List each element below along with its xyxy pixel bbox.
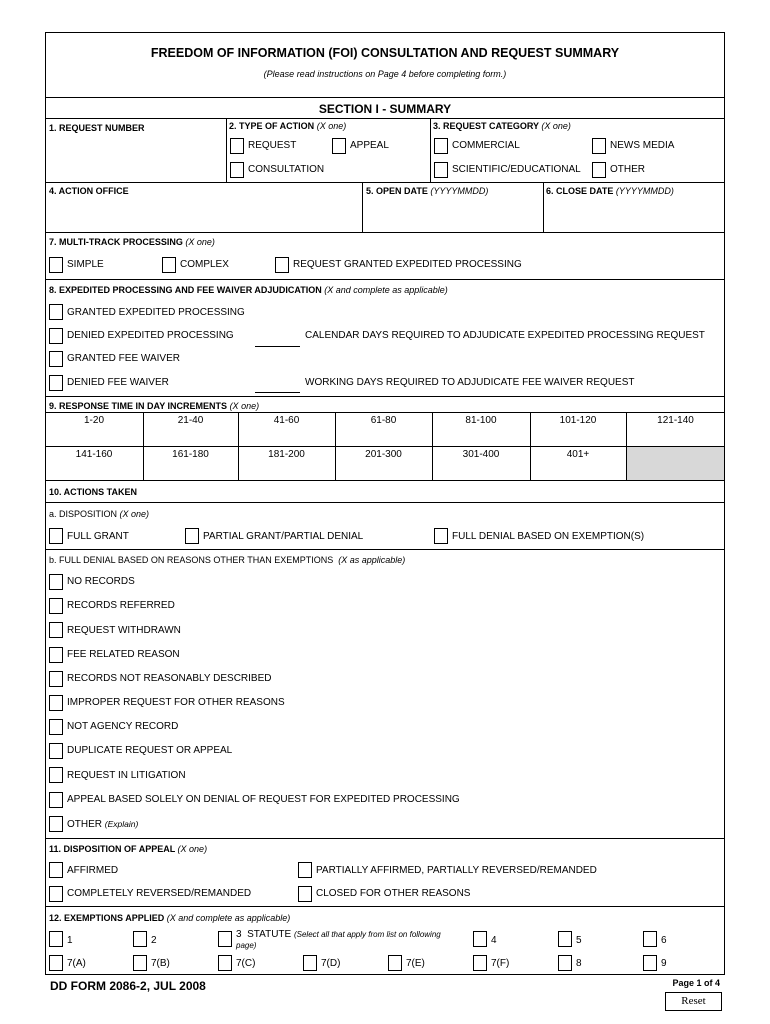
news-media-checkbox[interactable] bbox=[592, 138, 606, 154]
exemption-7c-label: 7(C) bbox=[236, 958, 256, 969]
response-cell[interactable]: 141-160 bbox=[75, 449, 113, 460]
simple-checkbox[interactable] bbox=[49, 257, 63, 273]
exemption-6-label: 6 bbox=[661, 935, 667, 946]
closed-other-checkbox[interactable] bbox=[298, 886, 312, 902]
records-referred-checkbox[interactable] bbox=[49, 598, 63, 614]
complex-option-label: COMPLEX bbox=[180, 259, 229, 270]
open-date-field[interactable] bbox=[364, 199, 541, 230]
full-grant-checkbox[interactable] bbox=[49, 528, 63, 544]
granted-fee-waiver-checkbox[interactable] bbox=[49, 351, 63, 367]
not-agency-record-checkbox[interactable] bbox=[49, 719, 63, 735]
appeal-expedited-denial-checkbox[interactable] bbox=[49, 792, 63, 808]
exemption-5-label: 5 bbox=[576, 935, 582, 946]
denied-expedited-checkbox[interactable] bbox=[49, 328, 63, 344]
exemption-7a-checkbox[interactable] bbox=[49, 955, 63, 971]
scientific-educational-option-label: SCIENTIFIC/EDUCATIONAL bbox=[452, 164, 581, 175]
exemption-3-statute-label: 3 STATUTE (Select all that apply from list on following bbox=[236, 929, 441, 940]
response-cell[interactable]: 1-20 bbox=[83, 415, 104, 426]
expedited-granted-option-label: REQUEST GRANTED EXPEDITED PROCESSING bbox=[293, 259, 522, 270]
exemption-9-checkbox[interactable] bbox=[643, 955, 657, 971]
expedited-granted-checkbox[interactable] bbox=[275, 257, 289, 273]
exemption-7d-label: 7(D) bbox=[321, 958, 341, 969]
exemption-9-label: 9 bbox=[661, 958, 667, 969]
fee-related-checkbox[interactable] bbox=[49, 647, 63, 663]
exemption-7e-label: 7(E) bbox=[406, 958, 425, 969]
other-reason-option-label: OTHER (Explain) bbox=[67, 819, 139, 830]
statute-hint-continued: page) bbox=[236, 941, 257, 950]
divider bbox=[45, 232, 725, 233]
response-cell[interactable]: 21-40 bbox=[177, 415, 204, 426]
exemption-7e-checkbox[interactable] bbox=[388, 955, 402, 971]
empty-shaded-cell bbox=[627, 447, 724, 480]
appeal-checkbox[interactable] bbox=[332, 138, 346, 154]
type-of-action-label: 2. TYPE OF ACTION (X one) bbox=[229, 121, 347, 131]
request-number-label: 1. REQUEST NUMBER bbox=[49, 123, 145, 133]
exemption-8-label: 8 bbox=[576, 958, 582, 969]
divider bbox=[45, 279, 725, 280]
news-media-option-label: NEWS MEDIA bbox=[610, 140, 675, 151]
response-cell[interactable]: 41-60 bbox=[273, 415, 300, 426]
exemption-3-checkbox[interactable] bbox=[218, 931, 232, 947]
exemption-8-checkbox[interactable] bbox=[558, 955, 572, 971]
disposition-label: a. DISPOSITION (X one) bbox=[49, 509, 150, 519]
divider bbox=[45, 838, 725, 839]
reset-button[interactable]: Reset bbox=[665, 992, 722, 1011]
simple-option-label: SIMPLE bbox=[67, 259, 104, 270]
response-cell[interactable]: 81-100 bbox=[465, 415, 497, 426]
partial-grant-option-label: PARTIAL GRANT/PARTIAL DENIAL bbox=[203, 531, 364, 542]
affirmed-checkbox[interactable] bbox=[49, 862, 63, 878]
full-denial-exemption-checkbox[interactable] bbox=[434, 528, 448, 544]
divider bbox=[45, 906, 725, 907]
divider bbox=[45, 549, 725, 550]
response-cell[interactable]: 61-80 bbox=[370, 415, 397, 426]
partial-grant-checkbox[interactable] bbox=[185, 528, 199, 544]
consultation-checkbox[interactable] bbox=[230, 162, 244, 178]
denied-fee-waiver-option-label: DENIED FEE WAIVER bbox=[67, 377, 169, 388]
granted-expedited-option-label: GRANTED EXPEDITED PROCESSING bbox=[67, 307, 245, 318]
exemption-1-checkbox[interactable] bbox=[49, 931, 63, 947]
exemption-7c-checkbox[interactable] bbox=[218, 955, 232, 971]
granted-expedited-checkbox[interactable] bbox=[49, 304, 63, 320]
appeal-expedited-denial-option-label: APPEAL BASED SOLELY ON DENIAL OF REQUEST FOR EXPEDITED PROCESSING bbox=[67, 794, 460, 805]
partially-affirmed-checkbox[interactable] bbox=[298, 862, 312, 878]
partially-affirmed-option-label: PARTIALLY AFFIRMED, PARTIALLY REVERSED/REMANDED bbox=[316, 865, 597, 876]
exemption-4-checkbox[interactable] bbox=[473, 931, 487, 947]
full-grant-option-label: FULL GRANT bbox=[67, 531, 129, 542]
divider bbox=[543, 182, 544, 232]
affirmed-option-label: AFFIRMED bbox=[67, 865, 119, 876]
action-office-field[interactable] bbox=[47, 199, 359, 230]
open-date-label: 5. OPEN DATE (YYYYMMDD) bbox=[366, 186, 489, 196]
response-cell[interactable]: 121-140 bbox=[657, 415, 694, 426]
commercial-option-label: COMMERCIAL bbox=[452, 140, 520, 151]
other-reason-checkbox[interactable] bbox=[49, 816, 63, 832]
exemption-7f-checkbox[interactable] bbox=[473, 955, 487, 971]
working-days-field[interactable] bbox=[255, 392, 300, 393]
improper-request-option-label: IMPROPER REQUEST FOR OTHER REASONS bbox=[67, 697, 285, 708]
exemption-2-checkbox[interactable] bbox=[133, 931, 147, 947]
response-time-label: 9. RESPONSE TIME IN DAY INCREMENTS (X one) bbox=[49, 401, 260, 411]
other-category-option-label: OTHER bbox=[610, 164, 645, 175]
divider bbox=[45, 480, 725, 481]
exemption-1-label: 1 bbox=[67, 935, 73, 946]
request-in-litigation-option-label: REQUEST IN LITIGATION bbox=[67, 770, 186, 781]
divider bbox=[45, 97, 725, 98]
duplicate-request-checkbox[interactable] bbox=[49, 743, 63, 759]
not-agency-record-option-label: NOT AGENCY RECORD bbox=[67, 721, 179, 732]
exemptions-applied-label: 12. EXEMPTIONS APPLIED (X and complete as applicable) bbox=[49, 913, 291, 923]
exemption-7a-label: 7(A) bbox=[67, 958, 86, 969]
request-in-litigation-checkbox[interactable] bbox=[49, 767, 63, 783]
exemption-6-checkbox[interactable] bbox=[643, 931, 657, 947]
response-cell[interactable]: 201-300 bbox=[365, 449, 402, 460]
request-withdrawn-option-label: REQUEST WITHDRAWN bbox=[67, 625, 181, 636]
page-number: Page 1 of 4 bbox=[672, 978, 720, 988]
denied-fee-waiver-checkbox[interactable] bbox=[49, 375, 63, 391]
full-denial-exemption-option-label: FULL DENIAL BASED ON EXEMPTION(S) bbox=[452, 531, 645, 542]
response-cell[interactable]: 301-400 bbox=[462, 449, 500, 460]
full-denial-other-label: b. FULL DENIAL BASED ON REASONS OTHER THAN EXEMPTIONS (X as applicable) bbox=[49, 555, 406, 565]
close-date-field[interactable] bbox=[545, 199, 723, 230]
form-title: FREEDOM OF INFORMATION (FOI) CONSULTATION AND REQUEST SUMMARY bbox=[150, 46, 620, 60]
divider bbox=[45, 412, 725, 413]
request-number-field[interactable] bbox=[47, 136, 223, 180]
request-option-label: REQUEST bbox=[248, 140, 297, 151]
response-cell[interactable]: 161-180 bbox=[172, 449, 209, 460]
not-reasonably-described-option-label: RECORDS NOT REASONABLY DESCRIBED bbox=[67, 673, 272, 684]
expedited-fee-waiver-label: 8. EXPEDITED PROCESSING AND FEE WAIVER ADJUDICATION (X and complete as applicable) bbox=[49, 285, 448, 295]
divider bbox=[45, 396, 725, 397]
working-days-label: WORKING DAYS REQUIRED TO ADJUDICATE FEE WAIVER REQUEST bbox=[305, 377, 635, 388]
denied-expedited-option-label: DENIED EXPEDITED PROCESSING bbox=[67, 330, 234, 341]
request-checkbox[interactable] bbox=[230, 138, 244, 154]
actions-taken-label: 10. ACTIONS TAKEN bbox=[49, 487, 138, 497]
improper-request-checkbox[interactable] bbox=[49, 695, 63, 711]
completely-reversed-checkbox[interactable] bbox=[49, 886, 63, 902]
exemption-7b-checkbox[interactable] bbox=[133, 955, 147, 971]
divider bbox=[45, 182, 725, 183]
exemption-7f-label: 7(F) bbox=[491, 958, 510, 969]
calendar-days-field[interactable] bbox=[255, 346, 300, 347]
records-referred-option-label: RECORDS REFERRED bbox=[67, 600, 175, 611]
form-subtitle: (Please read instructions on Page 4 before completing form.) bbox=[263, 69, 507, 79]
consultation-option-label: CONSULTATION bbox=[248, 164, 325, 175]
complex-checkbox[interactable] bbox=[162, 257, 176, 273]
completely-reversed-option-label: COMPLETELY REVERSED/REMANDED bbox=[67, 888, 252, 899]
granted-fee-waiver-option-label: GRANTED FEE WAIVER bbox=[67, 353, 180, 364]
exemption-7d-checkbox[interactable] bbox=[303, 955, 317, 971]
not-reasonably-described-checkbox[interactable] bbox=[49, 671, 63, 687]
action-office-label: 4. ACTION OFFICE bbox=[49, 186, 129, 196]
exemption-7b-label: 7(B) bbox=[151, 958, 170, 969]
duplicate-request-option-label: DUPLICATE REQUEST OR APPEAL bbox=[67, 745, 233, 756]
appeal-option-label: APPEAL bbox=[350, 140, 389, 151]
request-withdrawn-checkbox[interactable] bbox=[49, 622, 63, 638]
response-cell[interactable]: 101-120 bbox=[559, 415, 597, 426]
fee-related-option-label: FEE RELATED REASON bbox=[67, 649, 180, 660]
close-date-label: 6. CLOSE DATE (YYYYMMDD) bbox=[546, 186, 674, 196]
divider bbox=[45, 446, 725, 447]
exemption-4-label: 4 bbox=[491, 935, 497, 946]
divider bbox=[362, 182, 363, 232]
divider bbox=[45, 502, 725, 503]
form-id: DD FORM 2086-2, JUL 2008 bbox=[50, 979, 206, 993]
divider bbox=[45, 118, 725, 119]
commercial-checkbox[interactable] bbox=[434, 138, 448, 154]
multi-track-label: 7. MULTI-TRACK PROCESSING (X one) bbox=[49, 237, 215, 247]
no-records-option-label: NO RECORDS bbox=[67, 576, 135, 587]
calendar-days-label: CALENDAR DAYS REQUIRED TO ADJUDICATE EXPEDITED PROCESSING REQUEST bbox=[305, 330, 705, 341]
exemption-5-checkbox[interactable] bbox=[558, 931, 572, 947]
other-category-checkbox[interactable] bbox=[592, 162, 606, 178]
request-category-label: 3. REQUEST CATEGORY (X one) bbox=[433, 121, 571, 131]
closed-other-option-label: CLOSED FOR OTHER REASONS bbox=[316, 888, 471, 899]
divider bbox=[226, 118, 227, 182]
disposition-of-appeal-label: 11. DISPOSITION OF APPEAL (X one) bbox=[49, 844, 208, 854]
no-records-checkbox[interactable] bbox=[49, 574, 63, 590]
response-cell[interactable]: 181-200 bbox=[268, 449, 305, 460]
exemption-2-label: 2 bbox=[151, 935, 157, 946]
section-title: SECTION I - SUMMARY bbox=[318, 102, 452, 116]
divider bbox=[430, 118, 431, 182]
scientific-educational-checkbox[interactable] bbox=[434, 162, 448, 178]
response-cell[interactable]: 401+ bbox=[566, 449, 590, 460]
